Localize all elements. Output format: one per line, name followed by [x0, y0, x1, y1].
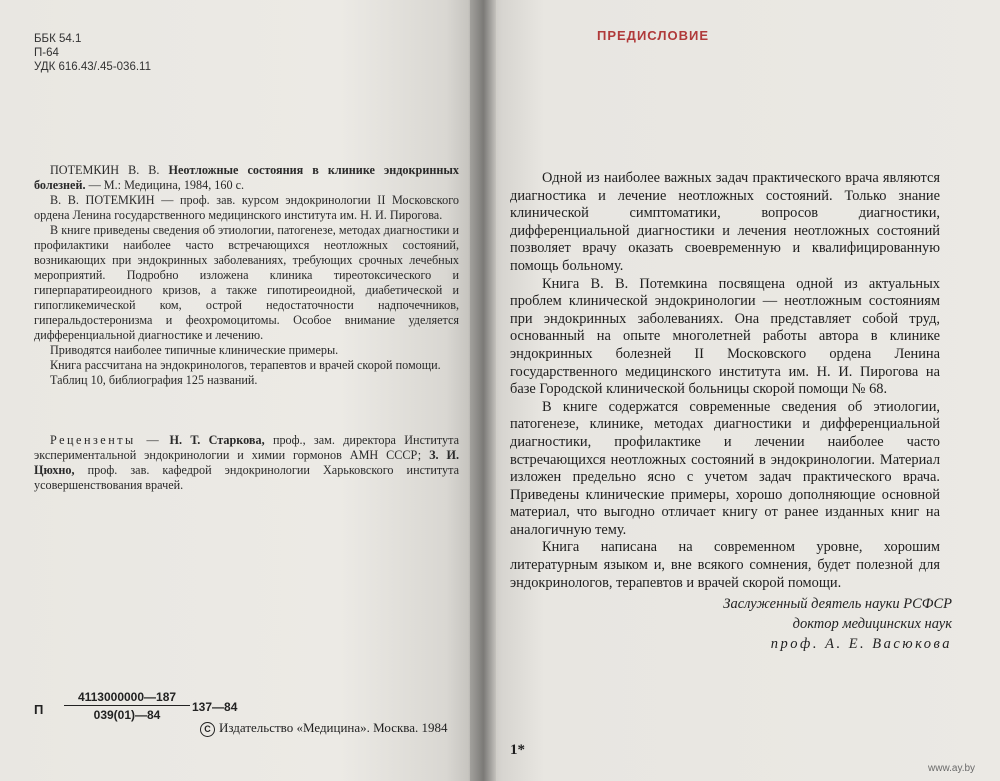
- catalog-examples: Приводятся наиболее типичные клинические примеры.: [50, 343, 339, 357]
- catalog-tables: Таблиц 10, библиография 125 названий.: [50, 373, 258, 387]
- reviewer-2-name: З. И. Цюхно,: [34, 448, 459, 477]
- copyright-icon: C: [200, 722, 215, 737]
- signature-mark: 1*: [510, 742, 525, 758]
- preface-body: [510, 170, 940, 592]
- copyright-line: [200, 720, 448, 737]
- bbk-fraction: [64, 690, 190, 722]
- catalog-author: ПОТЕМКИН В. В.: [50, 163, 160, 177]
- catalog-publication: — М.: Медицина, 1984, 160 с.: [88, 178, 245, 192]
- copyright-text: Издательство «Медицина». Москва. 1984: [219, 720, 448, 735]
- catalog-audience: Книга рассчитана на эндокринологов, терапевтов и врачей скорой помощи.: [50, 358, 441, 372]
- author-mark-line: П-64: [34, 47, 59, 59]
- signature-degree: доктор медицинских наук: [792, 616, 952, 632]
- watermark-text: www.ay.by: [928, 763, 976, 774]
- reviewers-block: [34, 433, 459, 493]
- preface-paragraph: Книга В. В. Потемкина посвящена одной из актуальных проблем клинической эндокринологии — неотложным состояниям при эндокринных заболеваниях. Она представляет собой труд, основанный на опыте многолетней работы автора в клинике эндокринных болезней II Московского ордена Ленина государственного медицинского института им. Н. И. Пирогова на базе Городской клинической больницы скорой помощи № 68.: [510, 275, 940, 398]
- catalog-author-info: В. В. ПОТЕМКИН — проф. зав. курсом эндокринологии II Московского ордена Ленина государственного медицинского института им. Н. И. Пирогова.: [34, 193, 459, 222]
- udk-code-line: УДК 616.43/.45-036.11: [34, 61, 151, 73]
- classification-codes: [34, 32, 151, 74]
- bbk-suffix: 137—84: [192, 700, 238, 714]
- catalog-book-title: Неотложные состояния в клинике эндокринных болезней.: [34, 163, 459, 192]
- reviewer-2-info: проф. зав. кафедрой эндокринологии Харьковского института усовершенствования врачей.: [34, 463, 460, 492]
- bbk-letter: П: [34, 702, 44, 717]
- bbk-denominator: 039(01)—84: [93, 708, 161, 722]
- preface-paragraph: Книга написана на современном уровне, хорошим литературным языком и, вне всякого сомнения, будет полезной для эндокринологов, терапевтов и врачей скорой помощи.: [510, 539, 940, 591]
- bbk-code-line: ББК 54.1: [34, 33, 82, 45]
- catalog-abstract: В книге приведены сведения об этиологии, патогенезе, методах диагностики и профилактики наиболее часто встречающихся неотложных состояний, возникающих при эндокринных заболеваниях, требующих срочных лечебных мероприятий. Подробно изложена клиника тиреотоксического и гиперпаратиреоидного кризов, а также гипотиреоидной, диабетической и гипогликемической ком, острой недостаточности надпочечников, гиперальдостеронизма и феохромоцитомы. Особое внимание уделяется дифференциальной диагностике и лечению.: [34, 223, 459, 342]
- reviewer-1-info: проф., зам. директора Института экспериментальной эндокринологии и химии гормонов АМН СССР;: [34, 433, 459, 462]
- reviewers-label: Рецензенты —: [50, 433, 162, 447]
- page-title: ПРЕДИСЛОВИЕ: [597, 28, 709, 43]
- preface-paragraph: Одной из наиболее важных задач практического врача являются диагностика и лечение неотложных состояний. Только знание клинической симптоматики, вопросов диагностики, дифференциальной диагностики и лечения неотложных состояний позволяет врачу оказать своевременную и квалифицированную помощь больному.: [510, 170, 940, 274]
- catalog-card: [34, 163, 459, 388]
- bbk-numerator: 4113000000—187: [64, 690, 190, 706]
- book-spine-shadow: [468, 0, 496, 781]
- preface-paragraph: В книге содержатся современные сведения об этиологии, патогенезе, клинике, методах диагностики и дифференциальной диагностики, профилактике и лечении наиболее часто встречающихся неотложных состояний в эндокринологии. Материал изложен предельно ясно с учетом задач практического врача. Приведены клинические примеры, хорошо дополняющие основной материал, что выгодно отличает книгу от ранее изданных книг на аналогичную тему.: [510, 398, 940, 538]
- left-page: [0, 0, 485, 781]
- preface-signature: [600, 594, 952, 654]
- reviewer-1-name: Н. Т. Старкова,: [169, 433, 265, 447]
- signature-name: проф. А. Е. Васюкова: [770, 636, 952, 652]
- signature-title: Заслуженный деятель науки РСФСР: [723, 596, 952, 612]
